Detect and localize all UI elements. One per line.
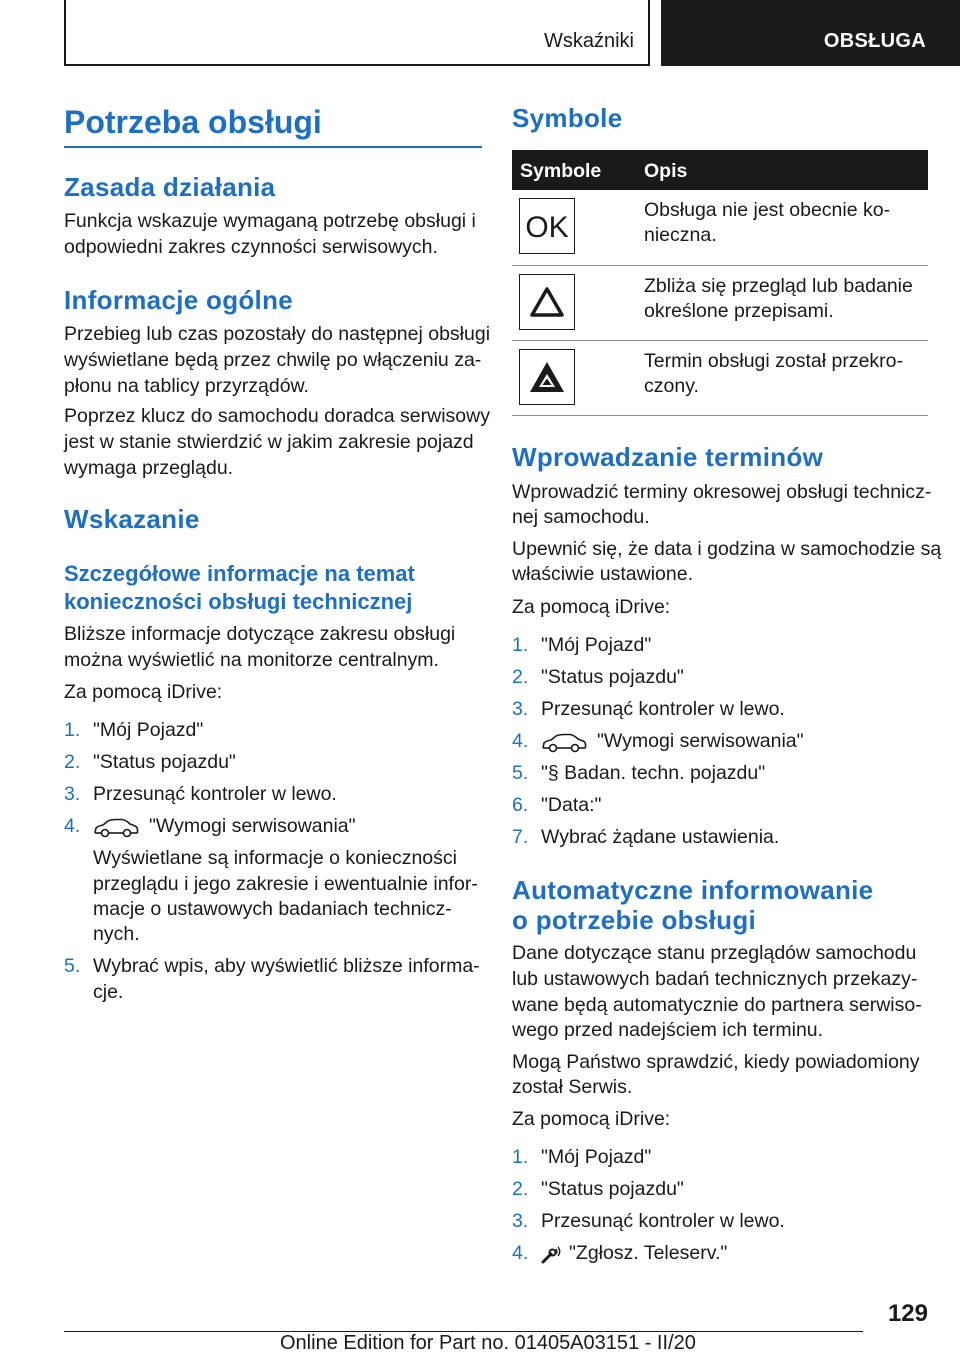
terminy-p2-line-1: Upewnić się, że data i godzina w samochodzie są bbox=[512, 538, 942, 560]
row1-desc-line-1: Obsługa nie jest obecnie ko‐ bbox=[644, 199, 891, 221]
list-text: Wybrać wpis, aby wyświetlić bliższe informa‐ bbox=[93, 955, 480, 977]
step4-sub-line-2: przeglądu i jego zakresie i ewentualnie infor‐ bbox=[93, 873, 478, 895]
list-text: "Status pojazdu" bbox=[541, 1178, 684, 1200]
zasada-line-1: Funkcja wskazuje wymaganą potrzebę obsługi i bbox=[64, 210, 476, 232]
wskazanie-p1-line-1: Bliższe informacje dotyczące zakresu obsługi bbox=[64, 623, 456, 645]
list-text: Przesunąć kontroler w lewo. bbox=[93, 783, 337, 805]
subheading-line-1: Szczegółowe informacje na temat bbox=[64, 561, 415, 586]
list-text: "Zgłosz. Teleserv." bbox=[569, 1242, 728, 1264]
list-number: 1. bbox=[64, 719, 81, 741]
wskazanie-p1-line-2: można wyświetlić na monitorze centralnym. bbox=[64, 649, 439, 671]
step4-sub-line-3: macje o ustawowych badaniach technicz‐ bbox=[93, 898, 452, 920]
terminy-idrive: Za pomocą iDrive: bbox=[512, 596, 671, 618]
ok-icon bbox=[519, 198, 575, 254]
table-row bbox=[512, 266, 928, 341]
list-text: Przesunąć kontroler w lewo. bbox=[541, 1210, 785, 1232]
list-text: "Status pojazdu" bbox=[541, 666, 684, 688]
list-number: 1. bbox=[512, 1146, 529, 1168]
zasada-line-2: odpowiedni zakres czynności serwisowych. bbox=[64, 236, 438, 258]
informacje-p1-line-2: wyświetlane będą przez chwilę po włączeniu za‐ bbox=[64, 349, 482, 371]
list-text: "Mój Pojazd" bbox=[541, 1146, 652, 1168]
informacje-p2-line-2: jest w stanie stwierdzić w jakim zakresie pojazd bbox=[64, 431, 474, 453]
list-number: 4. bbox=[512, 1242, 529, 1264]
header-section-label: Wskaźniki bbox=[543, 30, 634, 52]
svg-text:OK: OK bbox=[525, 211, 569, 244]
table-row bbox=[512, 190, 928, 266]
list-number: 2. bbox=[512, 1178, 529, 1200]
list-number: 1. bbox=[512, 634, 529, 656]
list-number: 2. bbox=[512, 666, 529, 688]
list-text: Przesunąć kontroler w lewo. bbox=[541, 698, 785, 720]
list-text: "Mój Pojazd" bbox=[93, 719, 204, 741]
warning-triangle-icon bbox=[519, 274, 575, 330]
auto-p1-line-3: wane będą automatycznie do partnera serwiso‐ bbox=[512, 994, 922, 1016]
list-text: "Wymogi serwisowania" bbox=[597, 730, 804, 752]
row3-desc-line-1: Termin obsługi został przekro‐ bbox=[644, 350, 904, 372]
list-number: 3. bbox=[512, 1210, 529, 1232]
footer-edition: Online Edition for Part no. 01405A03151 - II/20 bbox=[280, 1332, 696, 1354]
terminy-p1-line-2: nej samochodu. bbox=[512, 506, 650, 528]
list-text: "§ Badan. techn. pojazdu" bbox=[541, 762, 766, 784]
terminy-p1-line-1: Wprowadzić terminy okresowej obsługi technicz‐ bbox=[512, 481, 932, 503]
heading-symbole: Symbole bbox=[512, 103, 623, 133]
list-number: 5. bbox=[512, 762, 529, 784]
heading-zasada: Zasada działania bbox=[64, 172, 276, 202]
header-section-tab bbox=[64, 0, 650, 66]
auto-p1-line-1: Dane dotyczące stanu przeglądów samochodu bbox=[512, 942, 917, 964]
list-text: "Data:" bbox=[541, 794, 602, 816]
page-title: Potrzeba obsługi bbox=[64, 104, 322, 140]
list-number: 7. bbox=[512, 826, 529, 848]
list-number: 4. bbox=[512, 730, 529, 752]
list-number: 6. bbox=[512, 794, 529, 816]
list-number: 5. bbox=[64, 955, 81, 977]
heading-terminy: Wprowadzanie terminów bbox=[512, 442, 824, 472]
list-text: "Status pojazdu" bbox=[93, 751, 236, 773]
auto-p1-line-4: wego przed nadejściem ich terminu. bbox=[512, 1019, 824, 1041]
title-rule bbox=[64, 146, 482, 148]
step4-sub-line-4: nych. bbox=[93, 923, 140, 945]
list-text: "Mój Pojazd" bbox=[541, 634, 652, 656]
row2-desc-line-1: Zbliża się przegląd lub badanie bbox=[644, 275, 913, 297]
heading-wskazanie: Wskazanie bbox=[64, 504, 200, 534]
heading-auto-line-2: o potrzebie obsługi bbox=[512, 905, 757, 935]
step4-sub-line-1: Wyświetlane są informacje o konieczności bbox=[93, 847, 457, 869]
list-text: Wybrać żądane ustawienia. bbox=[541, 826, 780, 848]
car-icon bbox=[541, 733, 587, 753]
row3-desc-line-2: czony. bbox=[644, 375, 699, 397]
auto-idrive: Za pomocą iDrive: bbox=[512, 1108, 671, 1130]
page-number: 129 bbox=[887, 1300, 928, 1327]
auto-p2-line-2: został Serwis. bbox=[512, 1076, 633, 1098]
informacje-p2-line-1: Poprzez klucz do samochodu doradca serwisowy bbox=[64, 405, 490, 427]
informacje-p1-line-1: Przebieg lub czas pozostały do następnej obsługi bbox=[64, 323, 491, 345]
terminy-p2-line-2: właściwie ustawione. bbox=[512, 563, 693, 585]
col-header-desc: Opis bbox=[644, 160, 688, 182]
wskazanie-idrive: Za pomocą iDrive: bbox=[64, 681, 223, 703]
list-number: 3. bbox=[64, 783, 81, 805]
car-icon bbox=[93, 818, 139, 838]
list-number: 2. bbox=[64, 751, 81, 773]
row2-desc-line-2: określone przepisami. bbox=[644, 300, 834, 322]
list-number: 4. bbox=[64, 815, 81, 837]
col-header-symbol: Symbole bbox=[520, 160, 602, 182]
heading-informacje: Informacje ogólne bbox=[64, 285, 294, 315]
heading-auto-line-1: Automatyczne informowanie bbox=[512, 875, 874, 905]
header-chapter-tab bbox=[661, 0, 960, 66]
table-row bbox=[512, 341, 928, 416]
informacje-p1-line-3: płonu na tablicy przyrządów. bbox=[64, 375, 309, 397]
auto-p2-line-1: Mogą Państwo sprawdzić, kiedy powiadomiony bbox=[512, 1051, 920, 1073]
list-text: "Wymogi serwisowania" bbox=[149, 815, 356, 837]
wrench-signal-icon bbox=[541, 1244, 563, 1264]
list-number: 3. bbox=[512, 698, 529, 720]
row1-desc-line-2: nieczna. bbox=[644, 224, 717, 246]
subheading-line-2: konieczności obsługi technicznej bbox=[64, 589, 413, 614]
overdue-triangle-icon bbox=[519, 349, 575, 405]
auto-p1-line-2: lub ustawowych badań technicznych przekazy‐ bbox=[512, 968, 918, 990]
header-chapter-label: OBSŁUGA bbox=[823, 30, 926, 52]
step5-sub-line: cje. bbox=[93, 981, 124, 1003]
informacje-p2-line-3: wymaga przeglądu. bbox=[64, 457, 234, 479]
symbol-table-header bbox=[512, 150, 928, 190]
